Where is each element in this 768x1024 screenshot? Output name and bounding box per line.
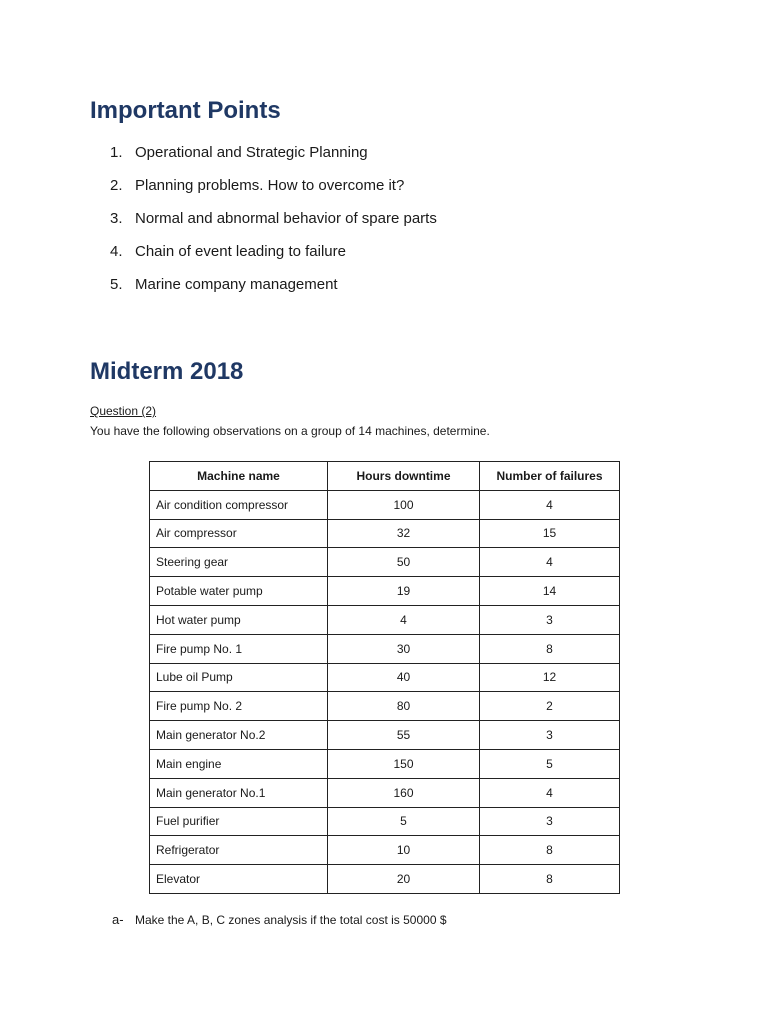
cell-machine-name: Main engine (150, 749, 328, 778)
cell-hours-downtime: 100 (328, 490, 480, 519)
cell-machine-name: Elevator (150, 865, 328, 894)
table-row (150, 577, 620, 606)
table-row (150, 490, 620, 519)
cell-hours-downtime: 30 (328, 634, 480, 663)
cell-machine-name: Main generator No.1 (150, 778, 328, 807)
cell-hours-downtime: 32 (328, 519, 480, 548)
cell-number-of-failures: 8 (480, 865, 620, 894)
cell-machine-name: Air condition compressor (150, 490, 328, 519)
list-item-text: Normal and abnormal behavior of spare parts (135, 210, 437, 227)
list-item-number: 5. (110, 276, 123, 293)
cell-hours-downtime: 150 (328, 749, 480, 778)
list-item-text: Chain of event leading to failure (135, 243, 346, 260)
question-label: Question (2) (90, 404, 157, 418)
cell-number-of-failures: 5 (480, 749, 620, 778)
cell-number-of-failures: 12 (480, 663, 620, 692)
table-row (150, 519, 620, 548)
cell-machine-name: Main generator No.2 (150, 721, 328, 750)
table-row (150, 778, 620, 807)
midterm-heading: Midterm 2018 (90, 358, 244, 385)
observations-table (149, 461, 620, 894)
list-item (110, 143, 437, 176)
cell-hours-downtime: 5 (328, 807, 480, 836)
list-item-number: 1. (110, 144, 123, 161)
list-item-number: 2. (110, 177, 123, 194)
column-header-machine-name: Machine name (150, 462, 328, 491)
cell-hours-downtime: 160 (328, 778, 480, 807)
cell-number-of-failures: 14 (480, 577, 620, 606)
cell-number-of-failures: 3 (480, 721, 620, 750)
cell-number-of-failures: 3 (480, 605, 620, 634)
column-header-hours-downtime: Hours downtime (328, 462, 480, 491)
list-item (110, 209, 437, 242)
table-row (150, 692, 620, 721)
cell-hours-downtime: 40 (328, 663, 480, 692)
table-body (150, 490, 620, 893)
cell-machine-name: Fire pump No. 2 (150, 692, 328, 721)
table-row (150, 663, 620, 692)
cell-number-of-failures: 2 (480, 692, 620, 721)
list-item-text: Operational and Strategic Planning (135, 144, 368, 161)
table-row (150, 836, 620, 865)
cell-machine-name: Hot water pump (150, 605, 328, 634)
important-points-list (110, 143, 437, 308)
cell-number-of-failures: 4 (480, 778, 620, 807)
cell-number-of-failures: 3 (480, 807, 620, 836)
cell-hours-downtime: 10 (328, 836, 480, 865)
cell-hours-downtime: 19 (328, 577, 480, 606)
cell-number-of-failures: 4 (480, 548, 620, 577)
cell-hours-downtime: 55 (328, 721, 480, 750)
list-item (110, 176, 437, 209)
table-row (150, 634, 620, 663)
cell-hours-downtime: 20 (328, 865, 480, 894)
cell-hours-downtime: 80 (328, 692, 480, 721)
table-row (150, 721, 620, 750)
table-row (150, 605, 620, 634)
cell-machine-name: Refrigerator (150, 836, 328, 865)
task-marker: a- (112, 912, 124, 927)
cell-machine-name: Lube oil Pump (150, 663, 328, 692)
table-row (150, 749, 620, 778)
cell-number-of-failures: 8 (480, 836, 620, 865)
list-item-number: 4. (110, 243, 123, 260)
cell-number-of-failures: 4 (480, 490, 620, 519)
cell-machine-name: Fire pump No. 1 (150, 634, 328, 663)
cell-hours-downtime: 50 (328, 548, 480, 577)
question-intro: You have the following observations on a group of 14 machines, determine. (90, 424, 490, 438)
table-row (150, 807, 620, 836)
task-text: Make the A, B, C zones analysis if the total cost is 50000 $ (135, 913, 447, 927)
cell-machine-name: Steering gear (150, 548, 328, 577)
list-item-number: 3. (110, 210, 123, 227)
table-row (150, 865, 620, 894)
cell-hours-downtime: 4 (328, 605, 480, 634)
task-item (112, 912, 447, 928)
cell-machine-name: Potable water pump (150, 577, 328, 606)
column-header-number-of-failures: Number of failures (480, 462, 620, 491)
cell-machine-name: Fuel purifier (150, 807, 328, 836)
list-item-text: Marine company management (135, 276, 338, 293)
cell-number-of-failures: 15 (480, 519, 620, 548)
table-header-row (150, 462, 620, 491)
cell-number-of-failures: 8 (480, 634, 620, 663)
cell-machine-name: Air compressor (150, 519, 328, 548)
important-points-heading: Important Points (90, 97, 281, 124)
list-item-text: Planning problems. How to overcome it? (135, 177, 405, 194)
list-item (110, 275, 437, 308)
table-row (150, 548, 620, 577)
list-item (110, 242, 437, 275)
